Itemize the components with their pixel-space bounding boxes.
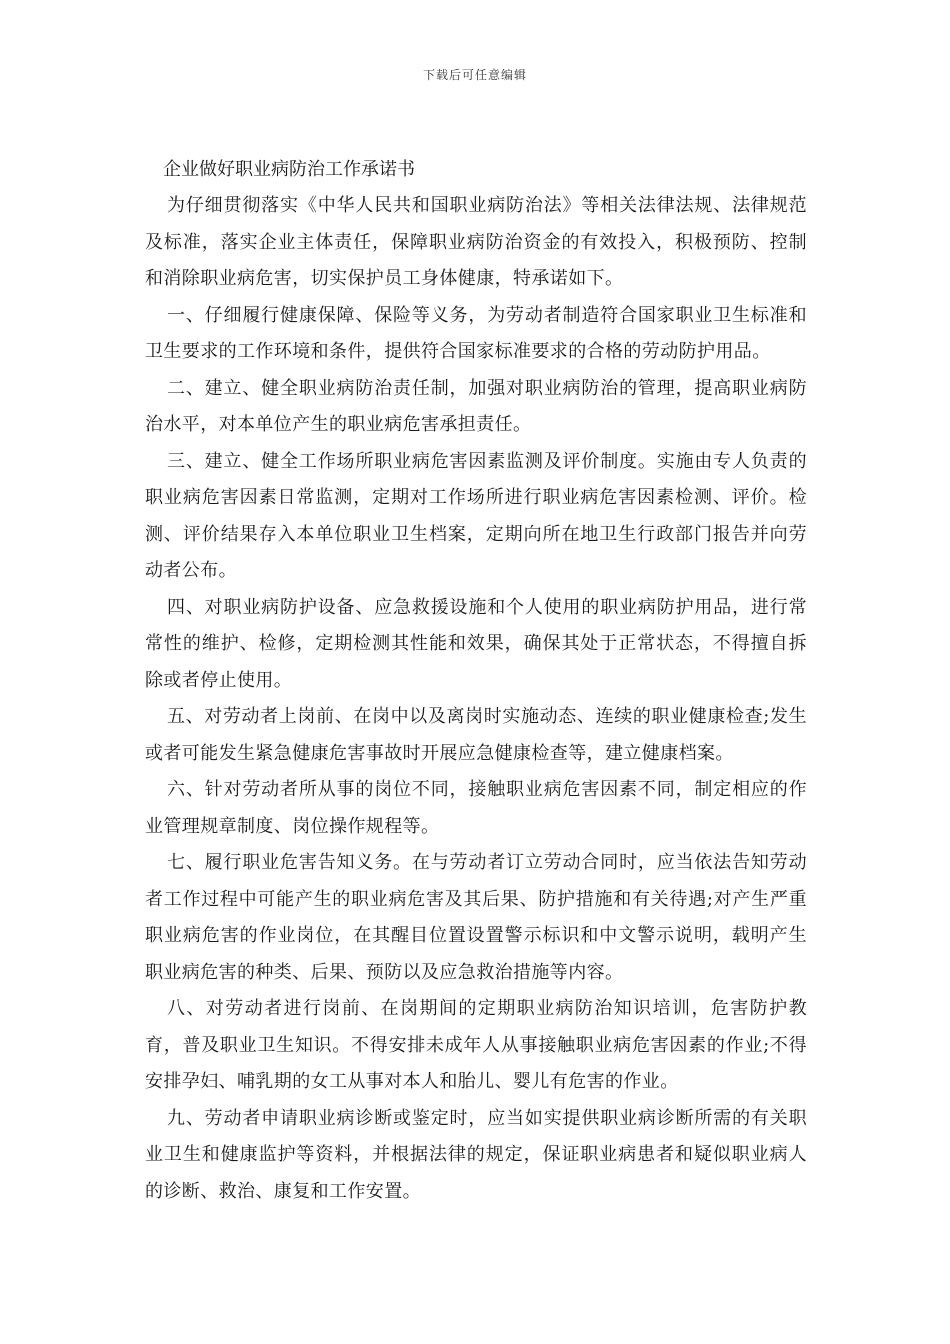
paragraph-item-6: 六、针对劳动者所从事的岗位不同，接触职业病危害因素不同，制定相应的作业管理规章制度、岗位操作规程等。 (145, 779, 807, 837)
paragraph-item-3: 三、建立、健全工作场所职业病危害因素监测及评价制度。实施由专人负责的职业病危害因素日常监测，定期对工作场所进行职业病危害因素检测、评价。检测、评价结果存入本单位职业卫生档案，定期向所在地卫生行政部门报告并向劳动者公布。 (145, 450, 807, 581)
document-body (145, 152, 807, 1210)
paragraph-item-2: 二、建立、健全职业病防治责任制，加强对职业病防治的管理，提高职业病防治水平，对本单位产生的职业病危害承担责任。 (145, 377, 807, 435)
paragraph-item-7: 七、履行职业危害告知义务。在与劳动者订立劳动合同时，应当依法告知劳动者工作过程中可能产生的职业病危害及其后果、防护措施和有关待遇;对产生严重职业病危害的作业岗位，在其醒目位置设置警示标识和中文警示说明，载明产生职业病危害的种类、后果、预防以及应急救治措施等内容。 (145, 852, 807, 983)
paragraph-item-5: 五、对劳动者上岗前、在岗中以及离岗时实施动态、连续的职业健康检查;发生或者可能发生紧急健康危害事故时开展应急健康检查等，建立健康档案。 (145, 706, 807, 764)
paragraph-item-1: 一、仔细履行健康保障、保险等义务，为劳动者制造符合国家职业卫生标准和卫生要求的工作环境和条件，提供符合国家标准要求的合格的劳动防护用品。 (145, 304, 807, 362)
paragraph-item-4: 四、对职业病防护设备、应急救援设施和个人使用的职业病防护用品，进行常常性的维护、检修，定期检测其性能和效果，确保其处于正常状态，不得擅自拆除或者停止使用。 (145, 596, 807, 691)
paragraph-item-8: 八、对劳动者进行岗前、在岗期间的定期职业病防治知识培训，危害防护教育，普及职业卫生知识。不得安排未成年人从事接触职业病危害因素的作业;不得安排孕妇、哺乳期的女工从事对本人和胎儿、婴儿有危害的作业。 (145, 998, 807, 1092)
paragraph-intro: 为仔细贯彻落实《中华人民共和国职业病防治法》等相关法律法规、法律规范及标准，落实企业主体责任，保障职业病防治资金的有效投入，积极预防、控制和消除职业病危害，切实保护员工身体健康，特承诺如下。 (145, 195, 807, 289)
paragraph-item-9: 九、劳动者申请职业病诊断或鉴定时，应当如实提供职业病诊断所需的有关职业卫生和健康监护等资料，并根据法律的规定，保证职业病患者和疑似职业病人的诊断、救治、康复和工作安置。 (145, 1107, 807, 1202)
document-title: 企业做好职业病防治工作承诺书 (163, 159, 415, 180)
header-note: 下载后可任意编辑 (422, 68, 527, 82)
